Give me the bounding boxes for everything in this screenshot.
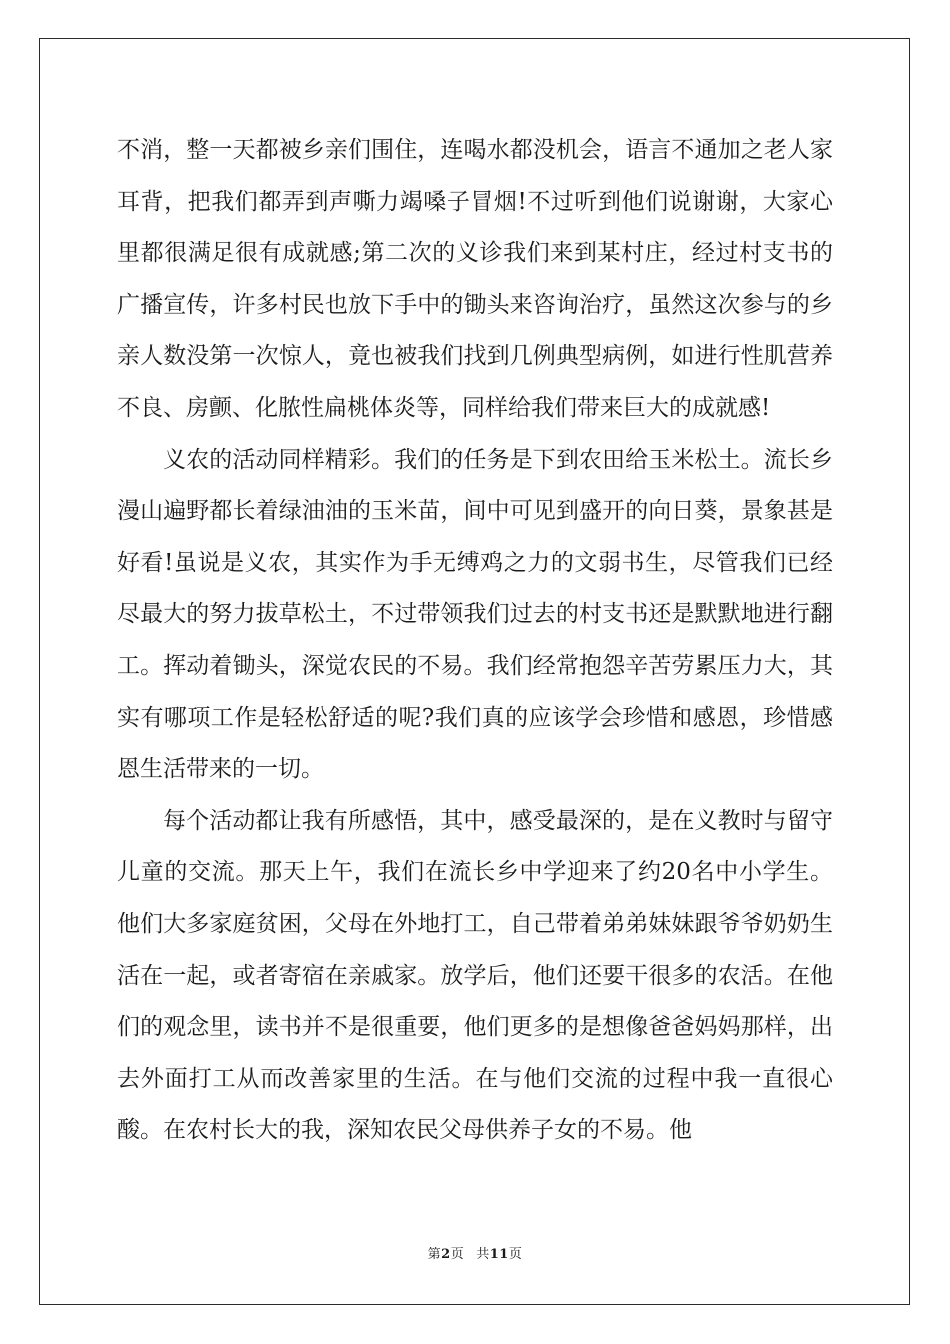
- page-footer: [0, 1243, 950, 1262]
- paragraph-2: 义农的活动同样精彩。我们的任务是下到农田给玉米松土。流长乡漫山遍野都长着绿油油的玉米苗，间中可见到盛开的向日葵，景象甚是好看!虽说是义农，其实作为手无缚鸡之力的文弱书生，尽管我们已经尽最大的努力拔草松土，不过带领我们过去的村支书还是默默地进行翻工。挥动着锄头，深觉农民的不易。我们经常抱怨辛苦劳累压力大，其实有哪项工作是轻松舒适的呢?我们真的应该学会珍惜和感恩，珍惜感恩生活带来的一切。: [117, 446, 833, 783]
- total-label-prefix: 共: [476, 1247, 490, 1262]
- page-label-prefix: 第: [427, 1247, 442, 1262]
- page-label-unit: 页: [450, 1247, 465, 1262]
- total-label-unit: 页: [508, 1247, 523, 1262]
- paragraph-3: 每个活动都让我有所感悟，其中，感受最深的，是在义教时与留守儿童的交流。那天上午，我们在流长乡中学迎来了约20名中小学生。他们大多家庭贫困，父母在外地打工，自己带着弟弟妹妹跟爷爷奶奶生活在一起，或者寄宿在亲戚家。放学后，他们还要干很多的农活。在他们的观念里，读书并不是很重要，他们更多的是想像爸爸妈妈那样，出去外面打工从而改善家里的生活。在与他们交流的过程中我一直很心酸。在农村长大的我，深知农民父母供养子女的不易。他: [117, 807, 833, 1144]
- document-body: [117, 125, 833, 1157]
- current-page-number: 2: [441, 1247, 451, 1262]
- total-page-number: 11: [489, 1247, 509, 1262]
- paragraph-1: 不消，整一天都被乡亲们围住，连喝水都没机会，语言不通加之老人家耳背，把我们都弄到声嘶力竭嗓子冒烟!不过听到他们说谢谢，大家心里都很满足很有成就感;第二次的义诊我们来到某村庄，经过村支书的广播宣传，许多村民也放下手中的锄头来咨询治疗，虽然这次参与的乡亲人数没第一次惊人，竟也被我们找到几例典型病例，如进行性肌营养不良、房颤、化脓性扁桃体炎等，同样给我们带来巨大的成就感!: [117, 137, 833, 421]
